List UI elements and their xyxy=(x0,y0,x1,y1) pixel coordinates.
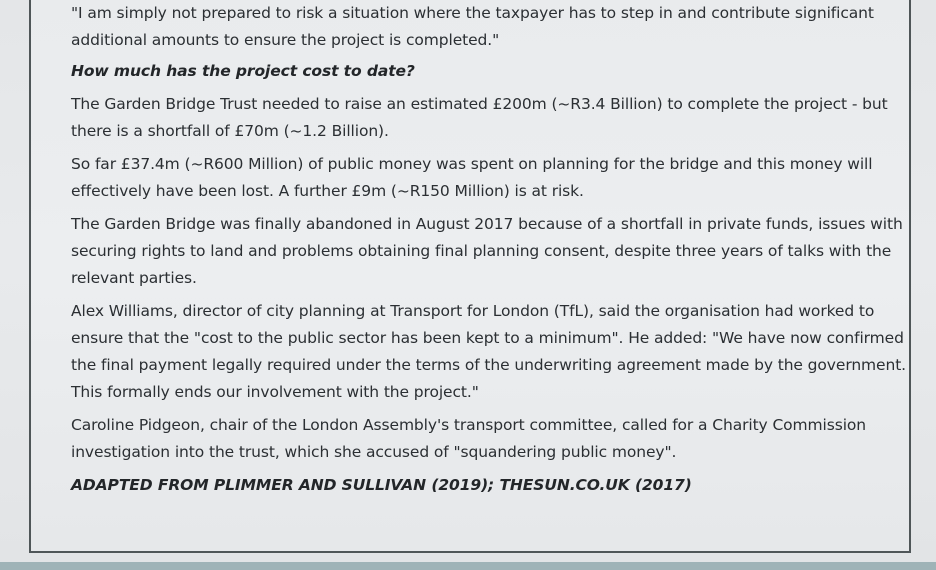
paragraph-tfl-statement: Alex Williams, director of city planning at Transport for London (TfL), said the organisation had worked to ensure that the "cost to the public sector has been kept to a minimum". He added: "We have now confirmed the final payment legally required under the terms of the underwriting agreement made by the government. This formally ends our involvement with the project." xyxy=(71,302,907,401)
paragraph-abandoned: The Garden Bridge was finally abandoned in August 2017 because of a shortfall in private funds, issues with securing rights to land and problems obtaining final planning consent, despite three years of talks with the relevant parties. xyxy=(71,215,903,287)
paragraph-cost-estimate: The Garden Bridge Trust needed to raise an estimated £200m (~R3.4 Billion) to complete the project - but there is a shortfall of £70m (~1.2 Billion). xyxy=(71,95,888,140)
section-heading: How much has the project cost to date? xyxy=(71,62,415,80)
quote-paragraph: "I am simply not prepared to risk a situation where the taxpayer has to step in and contribute significant additional amounts to ensure the project is completed." xyxy=(71,4,874,49)
paragraph-public-money: So far £37.4m (~R600 Million) of public money was spent on planning for the bridge and this money will effectively have been lost. A further £9m (~R150 Million) is at risk. xyxy=(71,155,873,200)
bottom-edge-strip xyxy=(0,562,936,570)
article-box xyxy=(29,0,911,553)
article-content xyxy=(71,0,907,505)
paragraph-pidgeon: Caroline Pidgeon, chair of the London Assembly's transport committee, called for a Charity Commission investigation into the trust, which she accused of "squandering public money". xyxy=(71,416,867,461)
source-attribution: ADAPTED FROM PLIMMER AND SULLIVAN (2019); THESUN.CO.UK (2017) xyxy=(71,476,692,494)
